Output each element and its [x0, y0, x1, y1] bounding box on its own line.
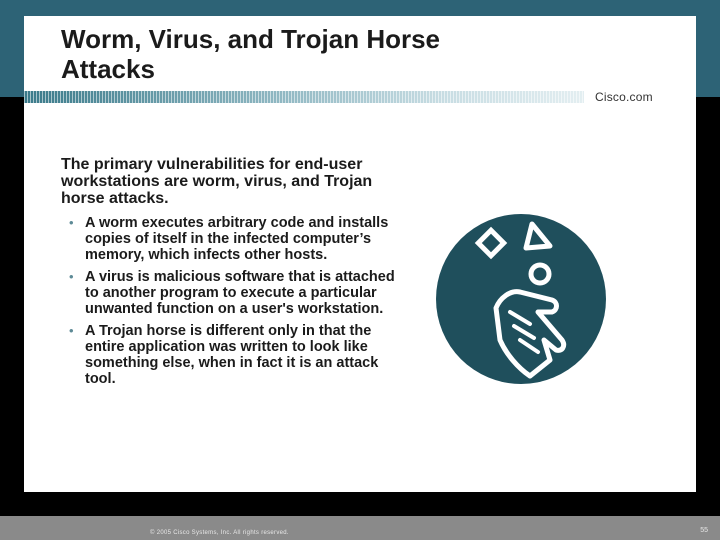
slide-title-line-2: Attacks	[61, 54, 155, 84]
juggling-hand-icon	[434, 212, 608, 386]
bullet-list	[61, 215, 411, 387]
bullet-dot: •	[69, 323, 74, 338]
page-number: 55	[700, 527, 708, 534]
bullet-dot: •	[69, 215, 74, 230]
footer-bar	[0, 516, 720, 540]
bullet-item-trojan	[61, 323, 411, 387]
intro-text: The primary vulnerabilities for end-user workstations are worm, virus, and Trojan horse attacks.	[61, 156, 373, 207]
bullet-text: A Trojan horse is different only in that the entire application was written to look like something else, when in fact it is an attack tool.	[85, 323, 379, 387]
bullet-text: A virus is malicious software that is attached to another program to execute a particular unwanted function on a user's workstation.	[85, 269, 395, 317]
copyright-text: © 2005 Cisco Systems, Inc. All rights reserved.	[150, 530, 289, 536]
bullet-text: A worm executes arbitrary code and installs copies of itself in the infected computer’s memory, which infects other hosts.	[85, 215, 389, 263]
bullet-dot: •	[69, 269, 74, 284]
slide	[24, 16, 696, 492]
title-divider	[24, 91, 584, 103]
bullet-item-virus	[61, 269, 411, 317]
brand-label: Cisco.com	[595, 90, 653, 104]
bullet-item-worm	[61, 215, 411, 263]
slide-title-line-1: Worm, Virus, and Trojan Horse	[61, 24, 441, 54]
slide-title	[61, 24, 621, 84]
slide-content	[61, 156, 411, 393]
